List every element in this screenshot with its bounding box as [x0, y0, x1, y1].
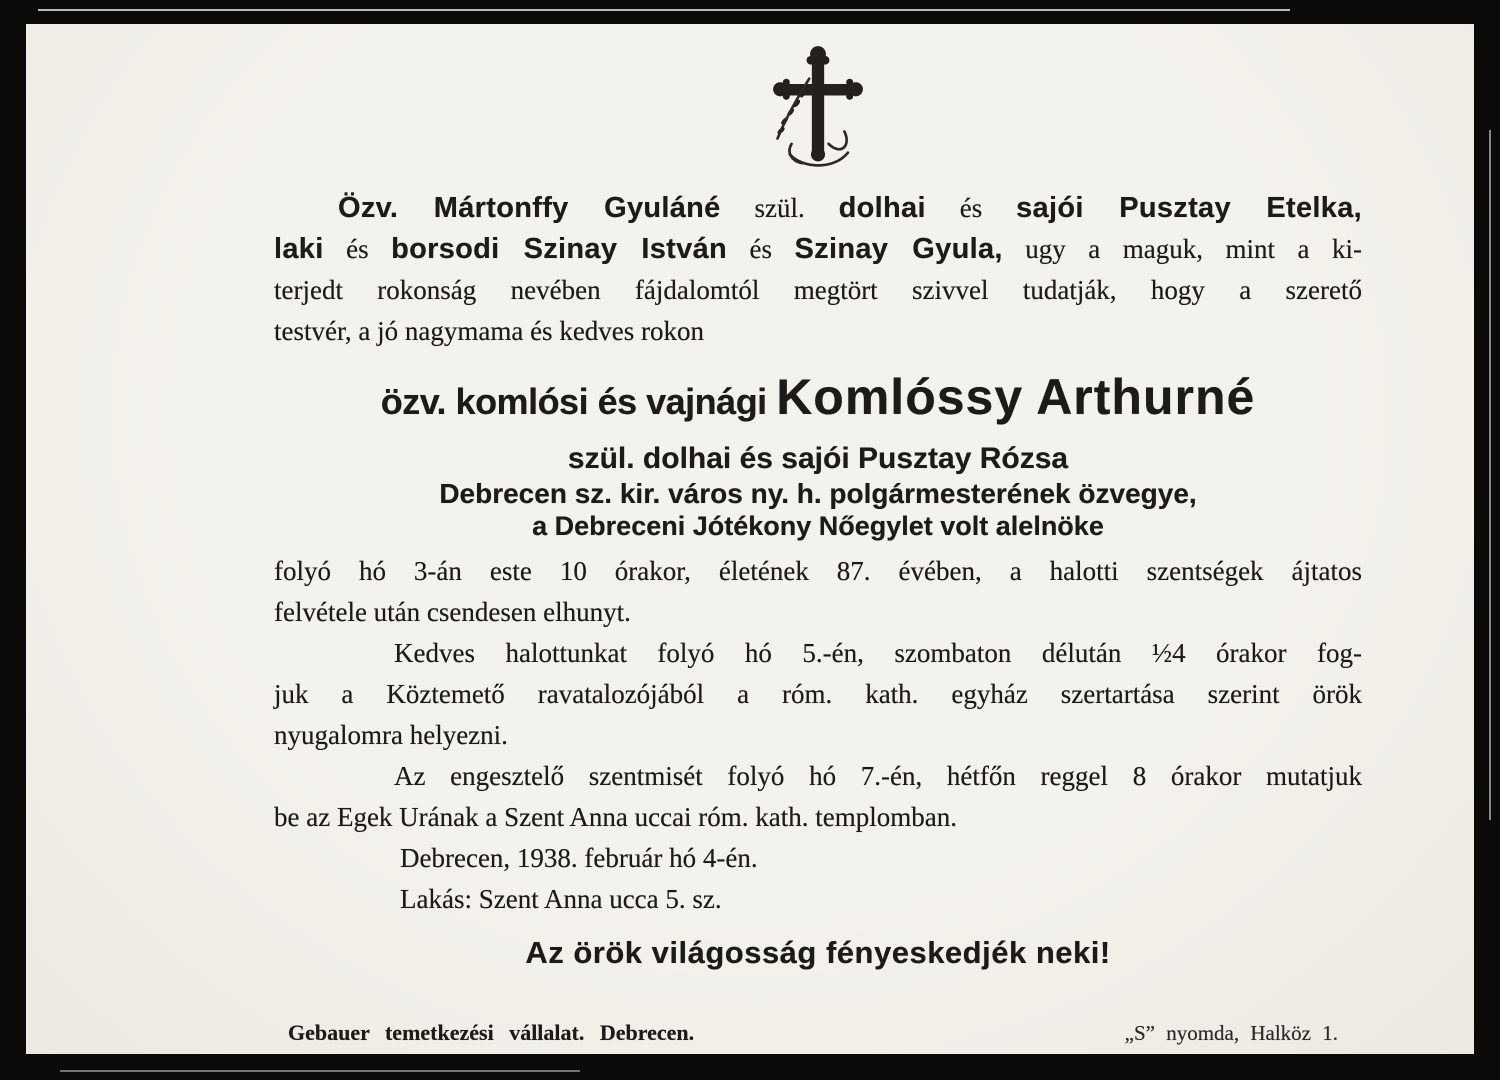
frame-hairline-top	[38, 9, 1290, 11]
undertaker-imprint: Gebauer temetkezési vállalat. Debrecen.	[288, 1020, 695, 1045]
imprint-footer	[274, 1020, 1362, 1046]
deceased-name-heading	[274, 368, 1362, 439]
intro-text: és	[323, 234, 392, 264]
mourner-name: laki	[274, 233, 324, 265]
cross-ornament-icon	[758, 40, 878, 172]
funeral-line-3: nyugalomra helyezni.	[274, 720, 508, 750]
intro-text: és	[925, 193, 1017, 223]
deceased-maiden-name: szül. dolhai és sajói Pusztay Rózsa	[567, 442, 1069, 475]
frame-hairline-bottom	[60, 1070, 580, 1072]
printer-imprint: „S” nyomda, Halköz 1.	[1124, 1021, 1338, 1045]
death-line-2: felvétele után csendesen elhunyt.	[274, 597, 631, 627]
obituary-page	[26, 24, 1474, 1054]
deceased-title-prefix: özv. komlósi és vajnági	[380, 381, 777, 422]
mass-paragraph	[274, 756, 1362, 838]
intro-line-2	[274, 229, 1362, 270]
deceased-role-line-2: a Debreceni Jótékony Nőegylet volt alelnöke	[532, 511, 1104, 541]
obituary-content	[26, 40, 1474, 1046]
mourner-name: sajói Pusztay Etelka,	[1016, 192, 1363, 224]
mourner-name: Özv. Mártonffy Gyuláné	[338, 192, 721, 224]
intro-text: ugy a maguk, mint a ki-	[1002, 234, 1362, 264]
closing-blessing: Az örök világosság fényeskedjék neki!	[525, 935, 1111, 970]
funeral-line-2: juk a Köztemető ravatalozójából a róm. kath. egyház szertartása szerint örök	[274, 679, 1362, 709]
mourner-name: Szinay Gyula,	[794, 233, 1003, 265]
mourner-name: borsodi Szinay István	[391, 233, 728, 265]
death-line-1: folyó hó 3-án este 10 órakor, életének 87. évében, a halotti szentségek ájtatos	[274, 556, 1362, 586]
announcement-intro	[274, 188, 1362, 352]
intro-text: és	[727, 234, 795, 264]
mass-line-1: Az engesztelő szentmisét folyó hó 7.-én, hétfőn reggel 8 órakor mutatjuk	[394, 761, 1362, 791]
deceased-name: Komlóssy Arthurné	[776, 369, 1256, 425]
funeral-line-1: Kedves halottunkat folyó hó 5.-én, szombaton délután ½4 órakor fog-	[394, 638, 1362, 668]
mourner-name: dolhai	[838, 192, 926, 224]
funeral-paragraph	[274, 633, 1362, 756]
intro-line-4: testvér, a jó nagymama és kedves rokon	[274, 316, 705, 346]
mass-line-2: be az Egek Urának a Szent Anna uccai róm. kath. templomban.	[274, 802, 958, 832]
deceased-role-line-1: Debrecen sz. kir. város ny. h. polgármesterének özvegye,	[439, 478, 1197, 509]
intro-line-1	[274, 188, 1362, 229]
frame-hairline-right	[1489, 130, 1491, 820]
intro-line-3: terjedt rokonság nevében fájdalomtól megtört szivvel tudatják, hogy a szerető	[274, 275, 1362, 305]
address-line: Lakás: Szent Anna ucca 5. sz.	[400, 884, 722, 914]
intro-text: szül.	[720, 193, 839, 223]
date-line: Debrecen, 1938. február hó 4-én.	[400, 843, 758, 873]
death-paragraph	[274, 551, 1362, 633]
